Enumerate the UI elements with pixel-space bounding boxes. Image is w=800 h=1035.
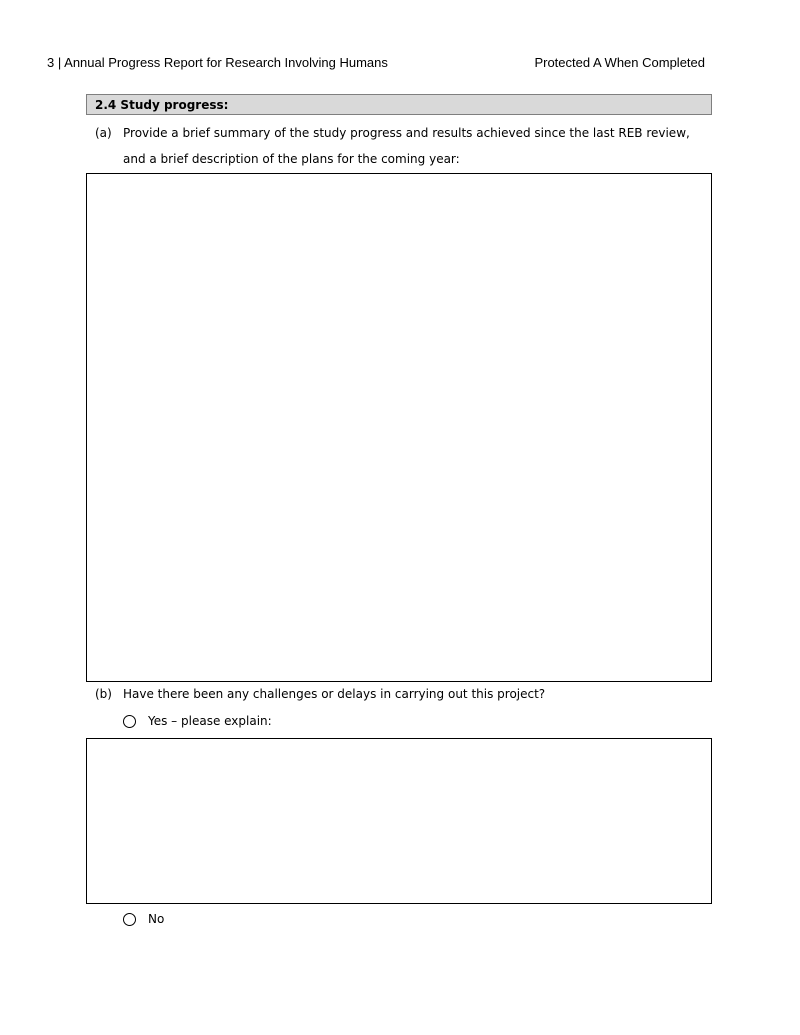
question-b-text: Have there been any challenges or delays in carrying out this project? <box>123 687 546 701</box>
challenges-explanation-field[interactable] <box>86 738 712 904</box>
header-separator: | <box>57 55 62 70</box>
question-a-label: (a) <box>95 126 112 140</box>
page-number: 3 <box>47 55 55 70</box>
section-header-bar <box>86 94 712 115</box>
no-radio-label: No <box>148 912 165 926</box>
question-a-text: Provide a brief summary of the study progress and results achieved since the last REB review, and a brief description of the plans for the coming year: <box>123 126 690 166</box>
yes-radio-label: Yes – please explain: <box>148 714 272 728</box>
no-radio-button[interactable] <box>123 913 136 926</box>
header-left <box>47 55 388 71</box>
question-b-label: (b) <box>95 687 112 701</box>
section-title: 2.4 Study progress: <box>95 98 229 112</box>
yes-radio-button[interactable] <box>123 715 136 728</box>
summary-answer-field[interactable] <box>86 173 712 682</box>
document-title: Annual Progress Report for Research Involving Humans <box>64 55 388 70</box>
option-yes[interactable] <box>123 712 272 730</box>
option-no[interactable] <box>123 910 164 928</box>
classification-label: Protected A When Completed <box>534 55 705 70</box>
